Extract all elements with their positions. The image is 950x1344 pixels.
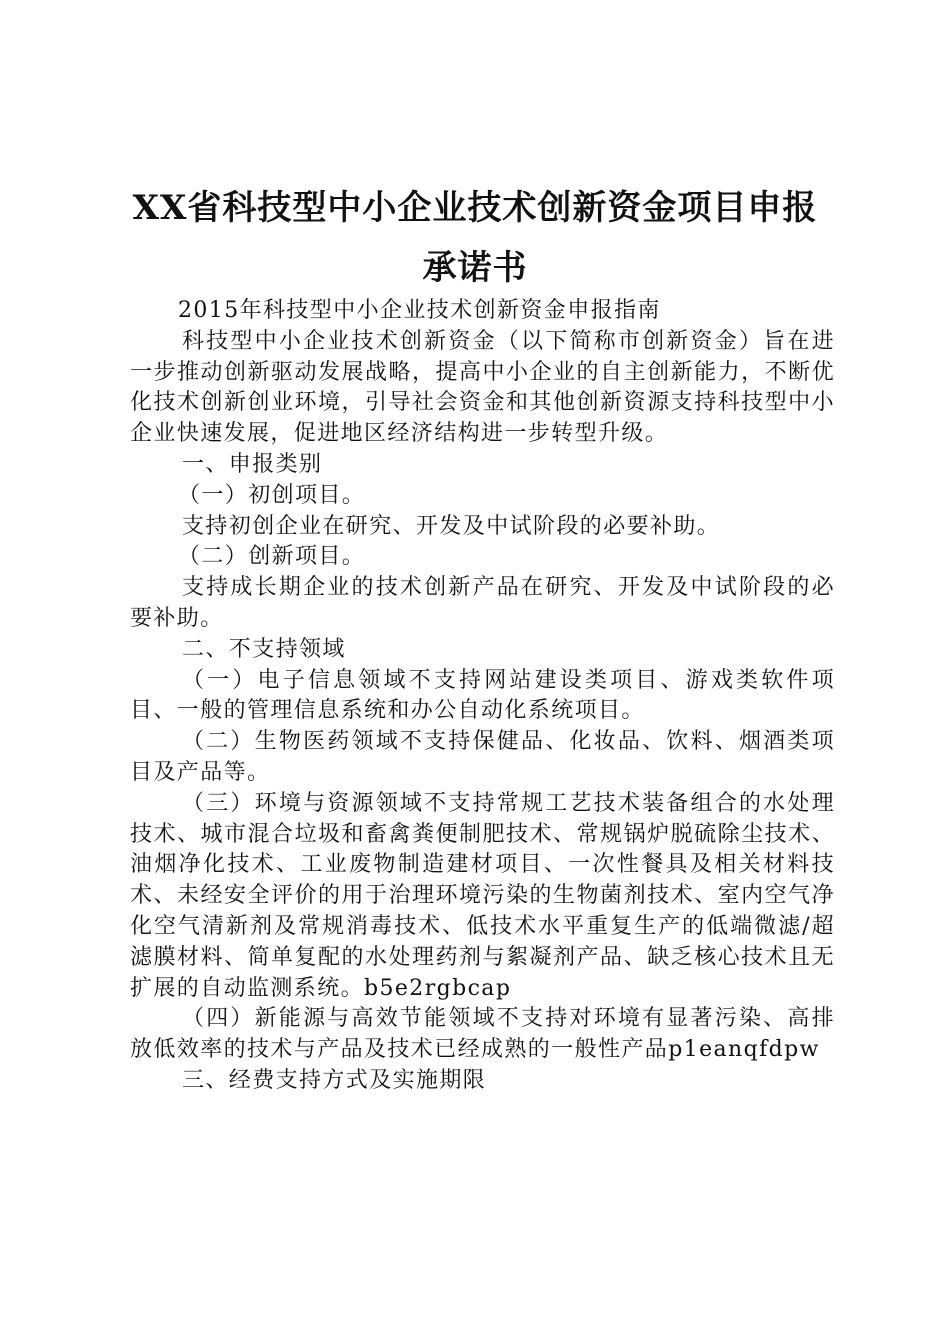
section-1-item-1-heading: （一）初创项目。 [178,482,366,508]
section-1-item-2-text: 支持成长期企业的技术创新产品在研究、开发及中试阶段的必要补助。 [130,575,835,631]
section-1-item-1-text: 支持初创企业在研究、开发及中试阶段的必要补助。 [182,513,721,539]
section-2-item-2: （二）生物医药领域不支持保健品、化妆品、饮料、烟酒类项目及产品等。 [130,729,835,785]
document-title-line1: XX省科技型中小企业技术创新资金项目申报 [132,188,818,228]
guide-subtitle: 2015年科技型中小企业技术创新资金申报指南 [178,298,661,323]
section-2-heading: 二、不支持领域 [182,636,346,662]
section-2-item-4: （四）新能源与高效节能领域不支持对环境有显著污染、高排放低效率的技术与产品及技术已经成熟的一般性产品p1eanqfdpw [130,1006,835,1063]
section-3-heading: 三、经费支持方式及实施期限 [182,1067,487,1093]
section-1-heading: 一、申报类别 [182,451,323,477]
section-2-item-3: （三）环境与资源领域不支持常规工艺技术装备组合的水处理技术、城市混合垃圾和畜禽粪便制肥技术、常规锅炉脱硫除尘技术、油烟净化技术、工业废物制造建材项目、一次性餐具及相关材料技术、未经安全评价的用于治理环境污染的生物菌剂技术、室内空气净化空气清新剂及常规消毒技术、低技术水平重复生产的低端微滤/超滤膜材料、简单复配的水处理药剂与絮凝剂产品、缺乏核心技术且无扩展的自动监测系统。b5e2rgbcap [130,790,835,1001]
section-2-item-1: （一）电子信息领域不支持网站建设类项目、游戏类软件项目、一般的管理信息系统和办公自动化系统项目。 [130,667,835,724]
intro-paragraph: 科技型中小企业技术创新资金（以下简称市创新资金）旨在进一步推动创新驱动发展战略，提高中小企业的自主创新能力，不断优化技术创新创业环境，引导社会资金和其他创新资源支持科技型中小企业快速发展，促进地区经济结构进一步转型升级。 [130,328,835,447]
document-body [130,296,835,1097]
document-title-line2: 承诺书 [422,248,528,288]
section-1-item-2-heading: （二）创新项目。 [178,544,366,570]
